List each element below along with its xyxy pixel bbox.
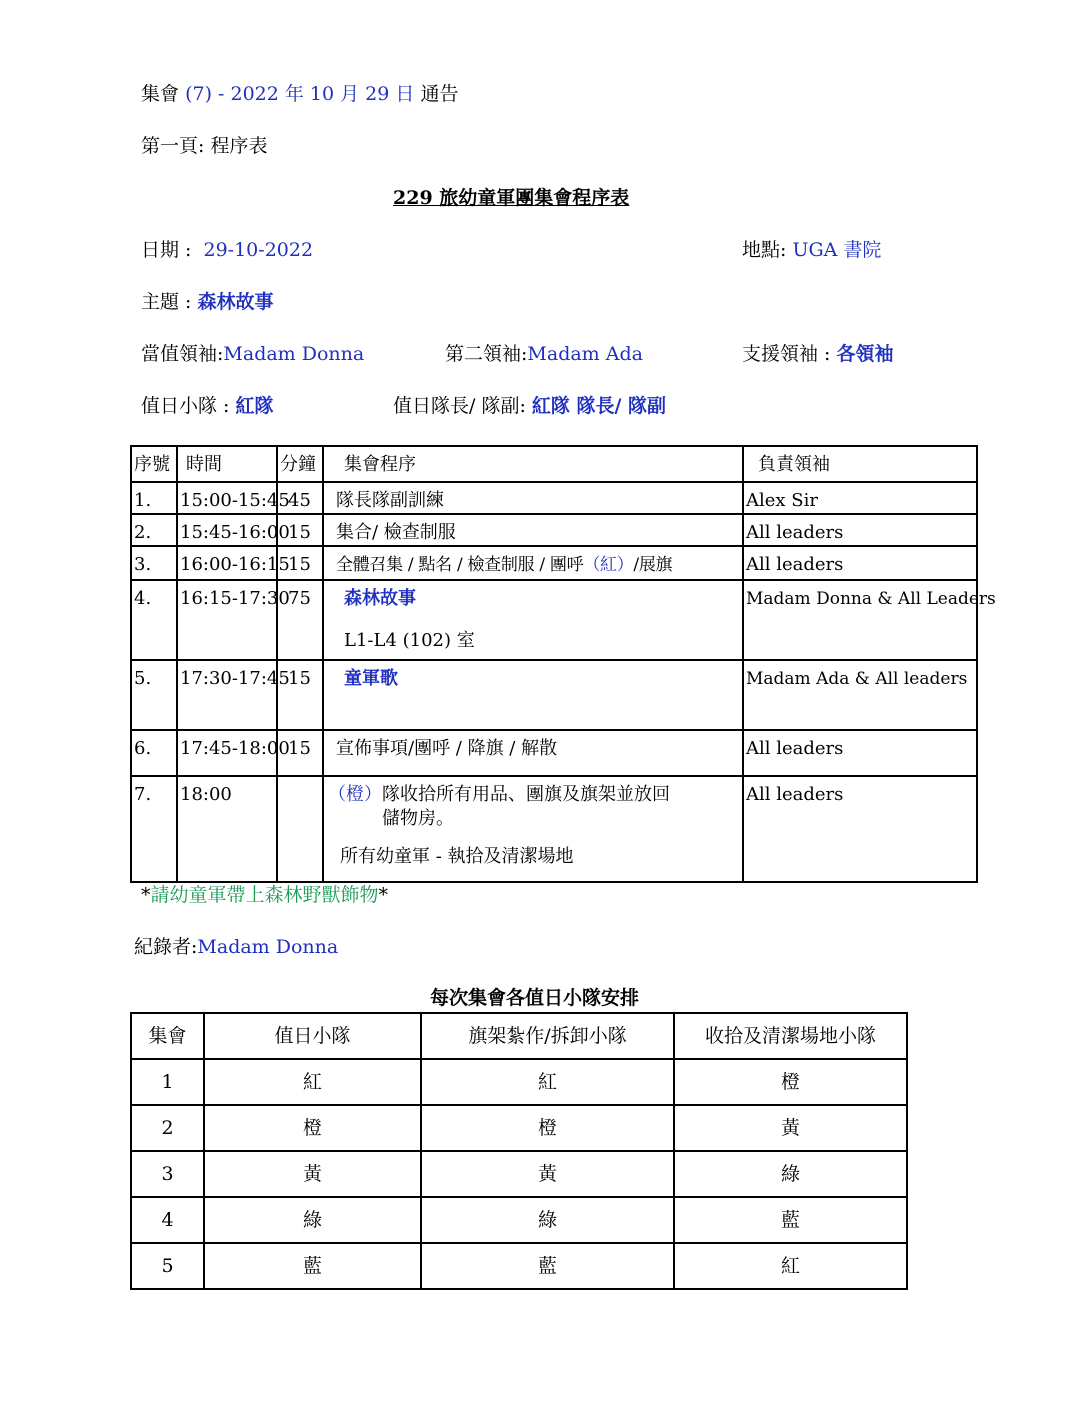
programme-line-2: 儲物房。 <box>382 808 454 829</box>
roster-title: 每次集會各值日小隊安排 <box>430 987 640 1009</box>
notice-date: 2022 年 10 月 29 日 <box>230 83 415 105</box>
roster-cleanup: 黃 <box>674 1105 907 1151</box>
row-leader: Alex Sir <box>743 482 977 514</box>
duty-sixer-line <box>393 394 666 418</box>
programme-text-tail: /展旗 <box>633 555 673 575</box>
programme-table <box>130 445 996 883</box>
roster-duty: 綠 <box>204 1197 421 1243</box>
reminder-star-left: * <box>141 884 151 906</box>
row-programme: 宣佈事項/團呼 / 降旗 / 解散 <box>323 730 743 776</box>
roster-duty: 黃 <box>204 1151 421 1197</box>
theme-line <box>141 290 274 314</box>
row-minutes: 45 <box>277 482 323 514</box>
roster-meeting: 2 <box>131 1105 204 1151</box>
second-leader-label: 第二領袖: <box>445 343 528 365</box>
row-no: 1. <box>131 482 177 514</box>
row-time: 17:30-17:45 <box>177 660 277 730</box>
header-programme: 集會程序 <box>323 446 743 482</box>
duty-sixer-value: 紅隊 隊長/ 隊副 <box>531 395 667 417</box>
row-time: 16:00-16:15 <box>177 546 277 580</box>
row-programme <box>323 546 743 580</box>
patrol-color-tag: （橙） <box>328 784 382 805</box>
roster-cleanup: 藍 <box>674 1197 907 1243</box>
support-leader-value: 各領袖 <box>836 343 894 365</box>
header-leader: 負責領袖 <box>743 446 977 482</box>
roster-flag: 橙 <box>421 1105 674 1151</box>
reminder-star-right: * <box>378 884 389 906</box>
row-time: 17:45-18:00 <box>177 730 277 776</box>
duty-leader-label: 當值領袖: <box>141 343 224 365</box>
roster-header-row <box>131 1013 907 1059</box>
table-row <box>131 730 977 776</box>
row-leader: All leaders <box>743 514 977 546</box>
schedule-title: 229 旅幼童軍團集會程序表 <box>393 187 630 209</box>
programme-line-3: 所有幼童軍 - 執拾及清潔場地 <box>340 846 574 867</box>
row-no: 7. <box>131 776 177 882</box>
notice-suffix: 通告 <box>420 83 459 105</box>
row-programme <box>323 580 743 660</box>
row-minutes <box>277 776 323 882</box>
support-leader-line <box>742 342 894 366</box>
reminder-note <box>141 883 388 907</box>
row-no: 5. <box>131 660 177 730</box>
row-leader: All leaders <box>743 730 977 776</box>
roster-cleanup: 橙 <box>674 1059 907 1105</box>
row-leader: All leaders <box>743 776 977 882</box>
theme-value: 森林故事 <box>197 291 274 313</box>
duty-patrol-line <box>141 394 274 418</box>
date-label: 日期 : <box>141 239 192 261</box>
notice-prefix: 集會 <box>141 83 180 105</box>
header-minutes: 分鐘 <box>277 446 323 482</box>
row-leader: Madam Donna & All Leaders <box>743 580 977 660</box>
roster-header-duty: 值日小隊 <box>204 1013 421 1059</box>
row-minutes: 15 <box>277 546 323 580</box>
roster-flag: 綠 <box>421 1197 674 1243</box>
roster-cleanup: 紅 <box>674 1243 907 1289</box>
support-leader-label: 支援領袖 : <box>742 343 831 365</box>
row-programme <box>323 776 743 882</box>
row-no: 4. <box>131 580 177 660</box>
notice-number: (7) - <box>185 83 225 105</box>
row-leader: All leaders <box>743 546 977 580</box>
row-programme: 童軍歌 <box>323 660 743 730</box>
duty-sixer-label: 值日隊長/ 隊副: <box>393 395 526 417</box>
roster-meeting: 1 <box>131 1059 204 1105</box>
second-leader-line <box>445 342 643 366</box>
duty-leader-line <box>141 342 364 366</box>
programme-header-row <box>131 446 977 482</box>
page-heading: 第一頁: 程序表 <box>141 135 268 157</box>
header-time: 時間 <box>177 446 277 482</box>
table-row <box>131 482 977 514</box>
roster-meeting: 5 <box>131 1243 204 1289</box>
roster-table <box>130 1012 908 1290</box>
row-time: 15:00-15:45 <box>177 482 277 514</box>
recorder-line <box>134 935 338 959</box>
table-row <box>131 1197 907 1243</box>
row-no: 2. <box>131 514 177 546</box>
table-row <box>131 1243 907 1289</box>
roster-duty: 紅 <box>204 1059 421 1105</box>
table-row <box>131 514 977 546</box>
table-row <box>131 776 977 882</box>
row-time: 18:00 <box>177 776 277 882</box>
duty-leader-value: Madam Donna <box>223 343 365 365</box>
table-row <box>131 1059 907 1105</box>
duty-patrol-value: 紅隊 <box>235 395 274 417</box>
roster-flag: 黃 <box>421 1151 674 1197</box>
row-leader: Madam Ada & All leaders <box>743 660 977 730</box>
row-minutes: 15 <box>277 660 323 730</box>
row-programme: 隊長隊副訓練 <box>323 482 743 514</box>
row-no: 3. <box>131 546 177 580</box>
reminder-text: 請幼童軍帶上森林野獸飾物 <box>150 884 379 906</box>
roster-cleanup: 綠 <box>674 1151 907 1197</box>
venue-line <box>742 238 881 262</box>
roster-flag: 紅 <box>421 1059 674 1105</box>
row-time: 15:45-16:00 <box>177 514 277 546</box>
theme-label: 主題 : <box>141 291 192 313</box>
recorder-label: 紀錄者: <box>134 936 198 958</box>
row-minutes: 75 <box>277 580 323 660</box>
table-row <box>131 580 977 660</box>
row-minutes: 15 <box>277 730 323 776</box>
row-programme: 集合/ 檢查制服 <box>323 514 743 546</box>
roster-flag: 藍 <box>421 1243 674 1289</box>
second-leader-value: Madam Ada <box>527 343 643 365</box>
table-row <box>131 660 977 730</box>
programme-line-1 <box>328 783 741 807</box>
row-no: 6. <box>131 730 177 776</box>
roster-meeting: 4 <box>131 1197 204 1243</box>
programme-location: L1-L4 (102) 室 <box>344 630 475 651</box>
header-no: 序號 <box>131 446 177 482</box>
programme-text: 隊收拾所有用品、團旗及旗架並放回 <box>382 784 670 805</box>
roster-duty: 藍 <box>204 1243 421 1289</box>
venue-value: UGA 書院 <box>792 239 882 261</box>
date-line <box>141 238 313 262</box>
roster-header-flag: 旗架紮作/拆卸小隊 <box>421 1013 674 1059</box>
recorder-value: Madam Donna <box>197 936 339 958</box>
roster-meeting: 3 <box>131 1151 204 1197</box>
row-minutes: 15 <box>277 514 323 546</box>
notice-title <box>141 82 458 106</box>
table-row <box>131 1105 907 1151</box>
table-row <box>131 1151 907 1197</box>
row-time: 16:15-17:30 <box>177 580 277 660</box>
roster-duty: 橙 <box>204 1105 421 1151</box>
date-value: 29-10-2022 <box>203 239 314 261</box>
programme-main: 森林故事 <box>344 588 416 609</box>
patrol-color-tag: （紅） <box>583 555 634 575</box>
roster-header-meeting: 集會 <box>131 1013 204 1059</box>
roster-header-cleanup: 收拾及清潔場地小隊 <box>674 1013 907 1059</box>
venue-label: 地點: <box>742 239 787 261</box>
table-row <box>131 546 977 580</box>
programme-text: 全體召集 / 點名 / 檢查制服 / 團呼 <box>336 555 584 575</box>
duty-patrol-label: 值日小隊 : <box>141 395 230 417</box>
